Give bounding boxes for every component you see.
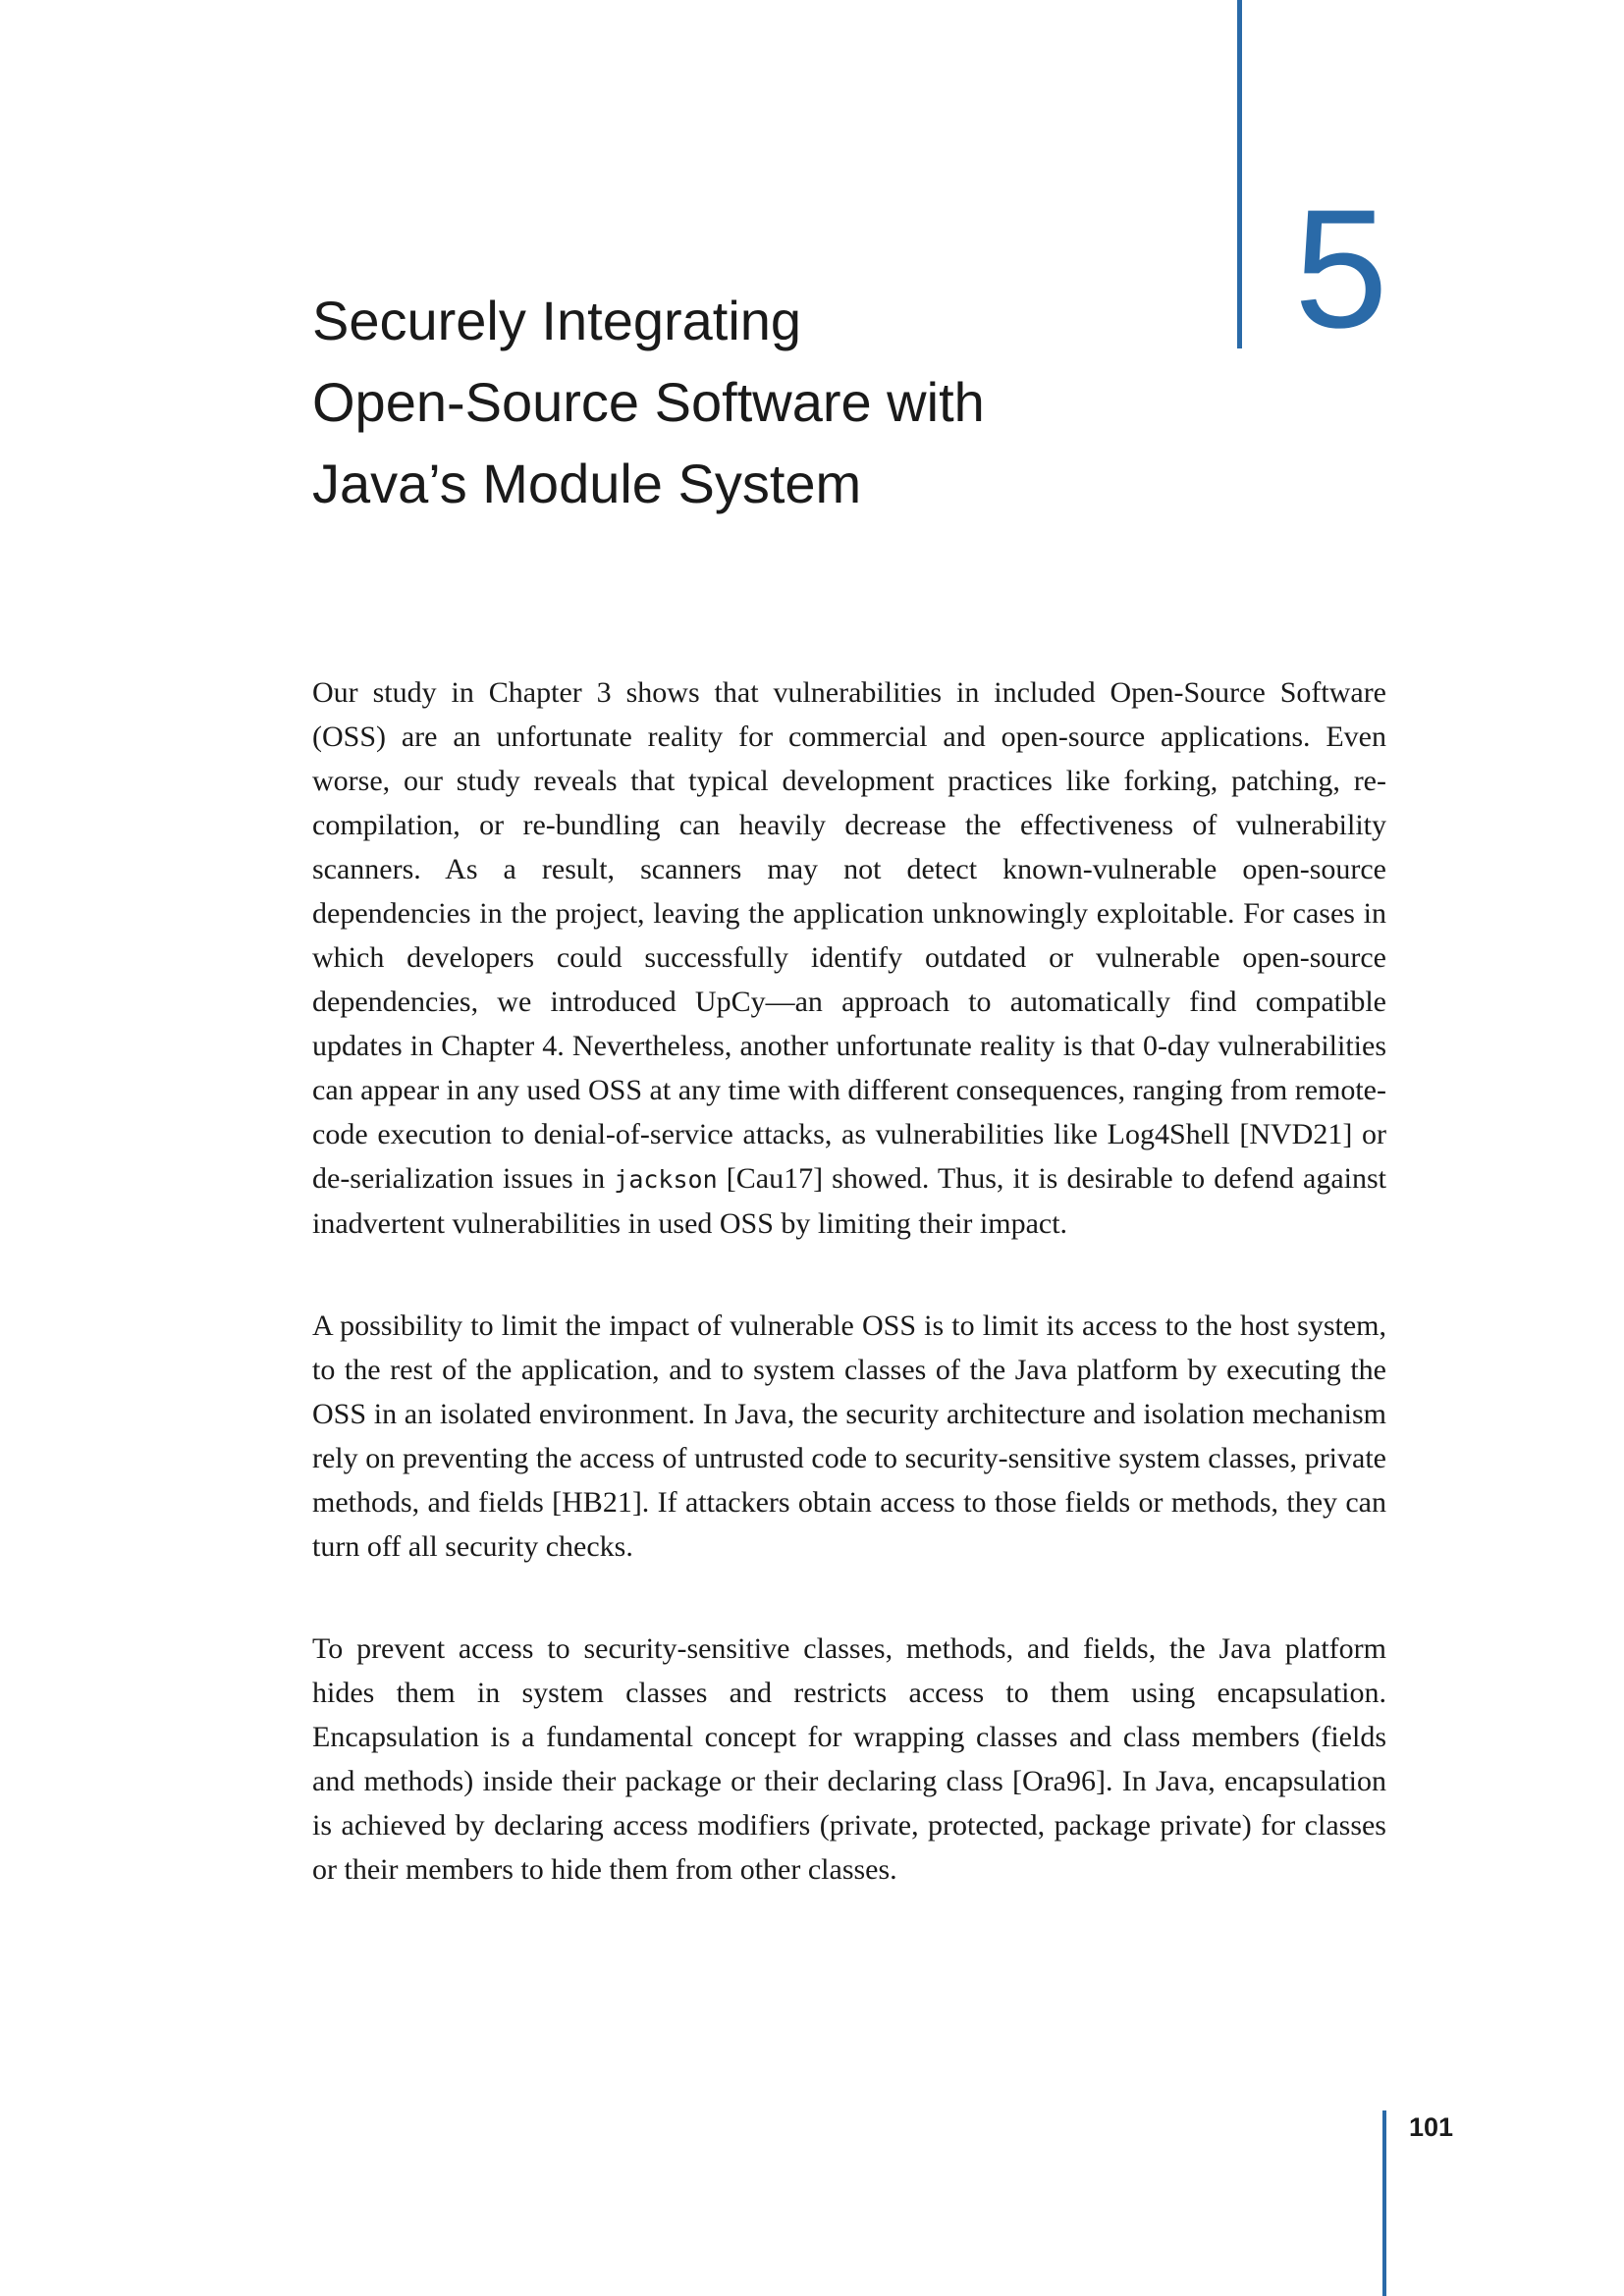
chapter-number: 5 [1294, 175, 1388, 363]
chapter-divider-bar [1237, 0, 1242, 348]
paragraph-1-text: Our study in Chapter 3 shows that vulnerabilities in included Open-Source Software (OSS) are an unfortunate reality for commercial and open-source applications. Even worse, our study reveals that typical development practices like forking, patching, re-compilation, or re-bundling can heavily decrease the effectiveness of vulnerability scanners. As a result, scanners may not detect known-vulnerable open-source dependencies in the project, leaving the application unknowingly exploitable. For cases in which developers could successfully identify outdated or vulnerable open-source dependencies, we introduced UpCy—an approach to automatically find compatible updates in Chapter 4. Nevertheless, another unfortunate reality is that 0-day vulnerabilities can appear in any used OSS at any time with different consequences, ranging from remote-code execution to denial-of-service attacks, as vulnerabilities like Log4Shell [NVD21] or de-serialization issues in [312, 676, 1386, 1195]
chapter-title-line: Securely Integrating [312, 290, 802, 351]
chapter-title-line: Open-Source Software with [312, 371, 985, 433]
page-number: 101 [1409, 2112, 1454, 2142]
body-text [312, 670, 1386, 1949]
chapter-title-line: Java’s Module System [312, 453, 862, 514]
paragraph-3: To prevent access to security-sensitive classes, methods, and fields, the Java platform hides them in system classes and restricts access to them using encapsulation. Encapsulation is a fundamental concept for wrapping classes and class members (fields and methods) inside their package or their declaring class [Ora96]. In Java, encapsulation is achieved by declaring access modifiers (private, protected, package private) for classes or their members to hide them from other classes. [312, 1632, 1386, 1886]
inline-code-jackson: jackson [614, 1165, 718, 1194]
chapter-title [312, 280, 1196, 524]
paragraph-2: A possibility to limit the impact of vulnerable OSS is to limit its access to the host system, to the rest of the application, and to system classes of the Java platform by executing the OSS in an isolated environment. In Java, the security architecture and isolation mechanism rely on preventing the access of untrusted code to security-sensitive system classes, private methods, and fields [HB21]. If attackers obtain access to those fields or methods, they can turn off all security checks. [312, 1309, 1386, 1563]
paragraph-1-text-end: [Cau17] showed. Thus, it is desirable to defend against inadvertent vulnerabilities in used OSS by limiting their impact. [312, 1162, 1387, 1240]
paragraph-1 [312, 670, 1386, 1246]
footer-divider-bar [1382, 2110, 1386, 2296]
